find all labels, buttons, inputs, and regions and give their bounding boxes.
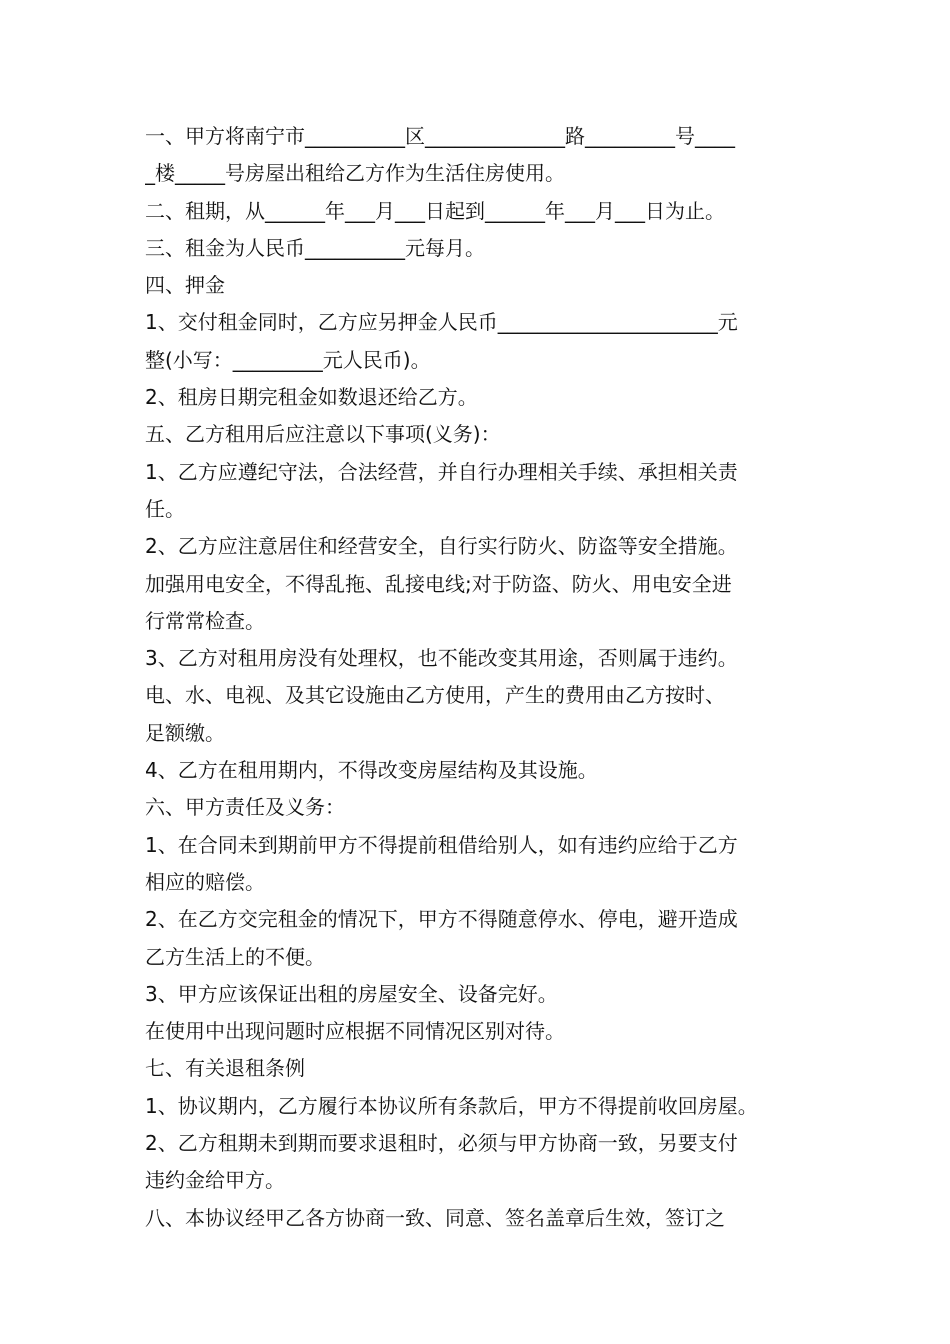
- text-line: 三、租金为人民币__________元每月。: [145, 235, 485, 260]
- section-heading: 八、本协议经甲乙各方协商一致、同意、签名盖章后生效，签订之: [145, 1205, 725, 1230]
- text-line: _楼_____号房屋出租给乙方作为生活住房使用。: [145, 161, 565, 186]
- text-line: 相应的赔偿。: [145, 869, 265, 894]
- text-line: 加强用电安全，不得乱拖、乱接电线;对于防盗、防火、用电安全进: [145, 571, 732, 596]
- text-line: 在使用中出现问题时应根据不同情况区别对待。: [145, 1019, 565, 1044]
- text-line: 2、乙方应注意居住和经营安全，自行实行防火、防盗等安全措施。: [145, 534, 738, 559]
- section-heading: 四、押金: [145, 273, 225, 298]
- section-heading: 五、乙方租用后应注意以下事项(义务)：: [145, 422, 501, 447]
- text-line: 3、甲方应该保证出租的房屋安全、设备完好。: [145, 981, 558, 1006]
- text-line: 乙方生活上的不便。: [145, 944, 325, 969]
- text-line: 违约金给甲方。: [145, 1168, 285, 1193]
- text-line: 1、乙方应遵纪守法，合法经营，并自行办理相关手续、承担相关责: [145, 459, 738, 484]
- text-line: 一、甲方将南宁市__________区______________路_________号____: [145, 124, 735, 148]
- text-line: 1、交付租金同时，乙方应另押金人民币______________________元: [145, 310, 738, 335]
- text-line: 二、租期，从______年___月___日起到______年___月___日为止。: [145, 198, 725, 223]
- text-line: 1、在合同未到期前甲方不得提前租借给别人，如有违约应给于乙方: [145, 832, 738, 857]
- text-line: 行常常检查。: [145, 608, 265, 633]
- text-line: 4、乙方在租用期内，不得改变房屋结构及其设施。: [145, 758, 598, 783]
- text-line: 3、乙方对租用房没有处理权，也不能改变其用途，否则属于违约。: [145, 646, 738, 671]
- text-line: 1、协议期内，乙方履行本协议所有条款后，甲方不得提前收回房屋。: [145, 1093, 758, 1118]
- text-line: 电、水、电视、及其它设施由乙方使用，产生的费用由乙方按时、: [145, 683, 725, 708]
- text-line: 2、乙方租期未到期而要求退租时，必须与甲方协商一致，另要支付: [145, 1131, 738, 1156]
- section-heading: 六、甲方责任及义务：: [145, 795, 345, 820]
- text-line: 足额缴。: [145, 720, 225, 745]
- text-line: 整(小写：_________元人民币)。: [145, 347, 431, 372]
- section-heading: 七、有关退租条例: [145, 1056, 305, 1081]
- text-line: 2、租房日期完租金如数退还给乙方。: [145, 385, 478, 410]
- text-line: 任。: [145, 496, 185, 521]
- text-line: 2、在乙方交完租金的情况下，甲方不得随意停水、停电，避开造成: [145, 907, 738, 932]
- contract-body: [145, 118, 825, 1237]
